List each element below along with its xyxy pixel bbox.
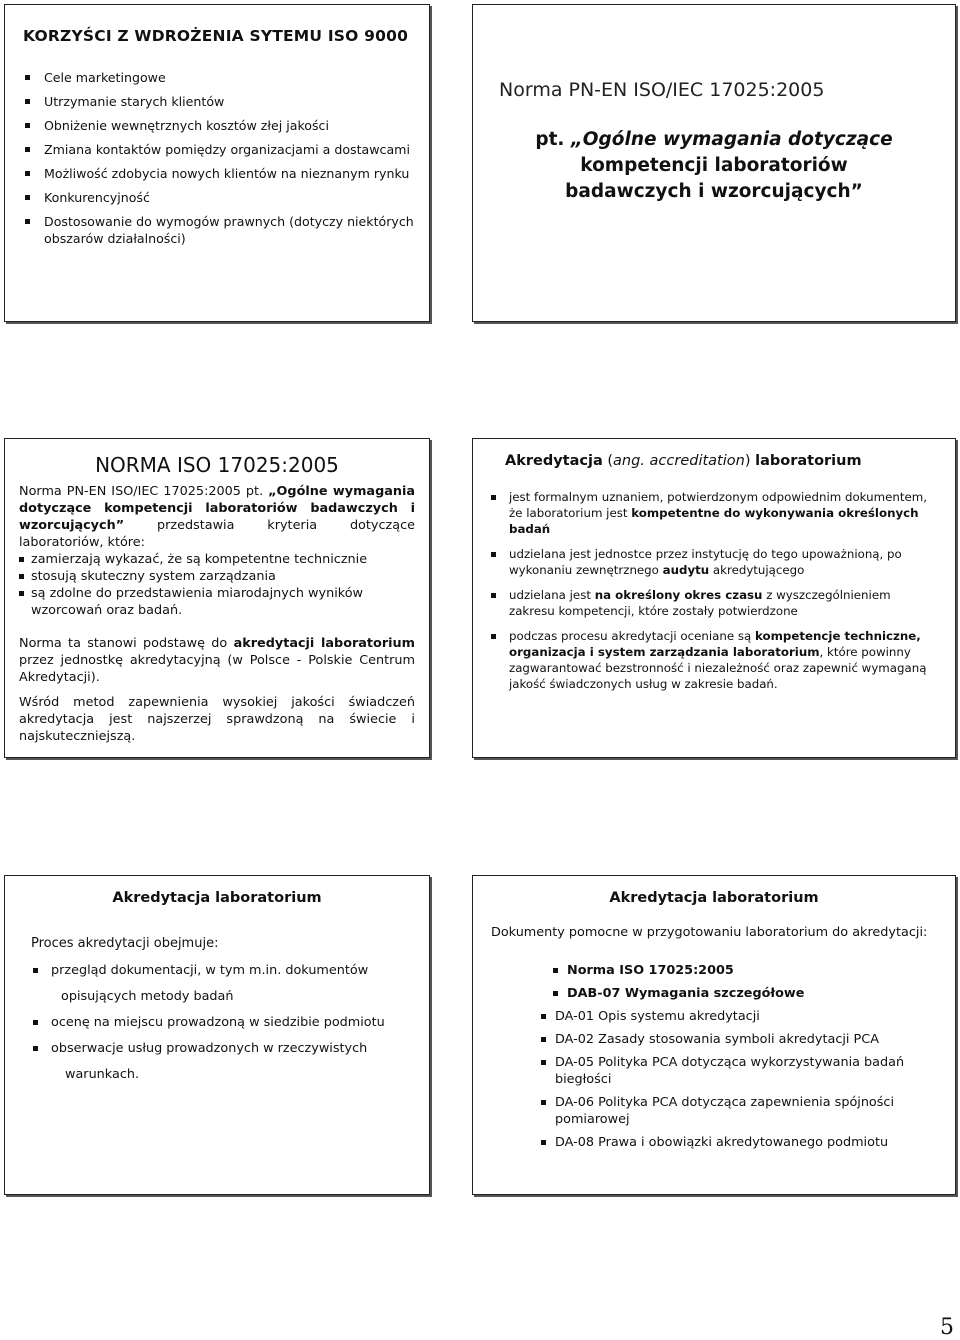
text-run: z wyszczególnieniem zakresu kompetencji, które zostały potwierdzone: [509, 588, 891, 618]
subtitle-italic: „Ogólne wymagania dotyczące: [570, 129, 893, 150]
list-item: DA-06 Polityka PCA dotycząca zapewnienia spójności pomiarowej: [539, 1094, 941, 1128]
text-run-bold: akredytacji laboratorium: [233, 636, 415, 651]
slide-akredytacja-definition: [472, 438, 956, 758]
text-run-bold: „Ogólne wymagania dotyczące kompetencji laboratoriów badawczych i wzorcujących”: [19, 484, 415, 533]
list-item: Zmiana kontaktów pomiędzy organizacjami a dostawcami: [23, 141, 415, 158]
subtitle-line3: badawczych i wzorcujących”: [565, 181, 863, 202]
list-item: Obniżenie wewnętrznych kosztów złej jakości: [23, 117, 415, 134]
list-item: DAB-07 Wymagania szczegółowe: [551, 985, 941, 1002]
norm-name: Norma PN-EN ISO/IEC 17025:2005: [499, 79, 825, 101]
list-item: [489, 628, 939, 692]
page-number: 5: [940, 1315, 954, 1340]
list-item: [31, 1040, 411, 1083]
text-run: ): [744, 453, 756, 469]
slide-title: Akredytacja laboratorium: [609, 890, 819, 906]
list-item: Norma ISO 17025:2005: [551, 962, 941, 979]
text-run: (: [602, 453, 614, 469]
paragraph-criteria: [19, 483, 415, 551]
text-run: przez jednostkę akredytacyjną (w Polsce - Polskie Centrum Akredytacji).: [19, 653, 415, 685]
item-continuation: warunkach.: [65, 1067, 140, 1082]
benefits-list: [23, 69, 415, 254]
slide-title: Akredytacja laboratorium: [112, 890, 322, 906]
item-line: obserwacje usług prowadzonych w rzeczywistych: [51, 1041, 368, 1056]
intro-text: Dokumenty pomocne w przygotowaniu laboratorium do akredytacji:: [491, 925, 928, 940]
subtitle-line2: kompetencji laboratoriów: [580, 155, 848, 176]
intro-text: Proces akredytacji obejmuje:: [31, 936, 219, 951]
list-item: Dostosowanie do wymogów prawnych (dotyczy niektórych obszarów działalności): [23, 213, 415, 247]
slide-norma-iso: [4, 438, 430, 758]
list-item: DA-05 Polityka PCA dotycząca wykorzystywania badań biegłości: [539, 1054, 941, 1088]
slide-akredytacja-process: [4, 875, 430, 1195]
list-item: są zdolne do przedstawienia miarodajnych wyników wzorcowań oraz badań.: [19, 585, 415, 619]
slide-norma-title: [472, 4, 956, 322]
slide-korzysci: [4, 4, 430, 322]
slide-title: KORZYŚCI Z WDROŻENIA SYTEMU ISO 9000: [23, 27, 409, 45]
item-continuation: opisujących metody badań: [61, 989, 234, 1004]
definition-list: [489, 489, 939, 701]
text-run: Norma ta stanowi podstawę do: [19, 636, 234, 651]
paragraph-methods: Wśród metod zapewnienia wysokiej jakości świadczeń akredytacja jest najszerzej sprawdzoną na świecie i najskuteczniejszą.: [19, 695, 415, 744]
norm-subtitle: [473, 127, 955, 205]
list-item: DA-01 Opis systemu akredytacji: [539, 1008, 941, 1025]
text-run: jest formalnym uznaniem, potwierdzonym odpowiednim dokumentem, że laboratorium jest: [509, 490, 927, 520]
text-run: udzielana jest jednostce przez instytucję do tego upoważnioną, po wykonaniu zewnętrznego: [509, 547, 902, 577]
text-run-bold: audytu: [662, 563, 710, 577]
list-item: [31, 1014, 411, 1031]
list-item: [31, 962, 411, 1005]
text-run: , które powinny zagwarantować bezstronność i niezależność oraz zapewnić wymaganą jakość świadczonych usług w zakresie badań.: [509, 645, 927, 691]
text-run-bold: kompetentne do wykonywania określonych badań: [509, 506, 919, 536]
list-item: DA-08 Prawa i obowiązki akredytowanego podmiotu: [539, 1134, 941, 1151]
list-item: zamierzają wykazać, że są kompetentne technicznie: [19, 551, 415, 568]
text-run: przedstawia kryteria dotyczące laboratoriów, które:: [19, 518, 415, 550]
process-list: [31, 962, 411, 1092]
criteria-list: [19, 551, 415, 619]
list-item: Konkurencyjność: [23, 189, 415, 206]
list-item: [489, 587, 939, 619]
text-run-bold: kompetencje techniczne, organizacja i system zarządzania laboratorium: [509, 629, 921, 659]
documents-list: [551, 962, 941, 1157]
list-item: Możliwość zdobycia nowych klientów na nieznanym rynku: [23, 165, 415, 182]
text-run: akredytującego: [709, 563, 805, 577]
text-run-bold: laboratorium: [755, 453, 862, 469]
slide-title: [505, 453, 862, 469]
list-item: [489, 546, 939, 578]
slide-akredytacja-documents: [472, 875, 956, 1195]
list-item: [489, 489, 939, 537]
paragraph-basis: [19, 635, 415, 686]
text-run-bold: Akredytacja: [505, 453, 603, 469]
item-line: przegląd dokumentacji, w tym m.in. dokumentów: [51, 963, 369, 978]
text-run: podczas procesu akredytacji oceniane są: [509, 629, 755, 643]
list-item: Utrzymanie starych klientów: [23, 93, 415, 110]
list-item: stosują skuteczny system zarządzania: [19, 568, 415, 585]
item-line: ocenę na miejscu prowadzoną w siedzibie podmiotu: [51, 1015, 385, 1030]
slide-body: [19, 483, 415, 745]
text-run-italic: ang. accreditation: [613, 453, 745, 469]
slide-title: NORMA ISO 17025:2005: [95, 453, 339, 477]
text-run: Norma PN-EN ISO/IEC 17025:2005 pt.: [19, 484, 269, 499]
list-item: DA-02 Zasady stosowania symboli akredytacji PCA: [539, 1031, 941, 1048]
list-item: Cele marketingowe: [23, 69, 415, 86]
text-run: udzielana jest: [509, 588, 595, 602]
subtitle-prefix: pt.: [535, 129, 571, 150]
text-run-bold: na określony okres czasu: [594, 588, 763, 602]
